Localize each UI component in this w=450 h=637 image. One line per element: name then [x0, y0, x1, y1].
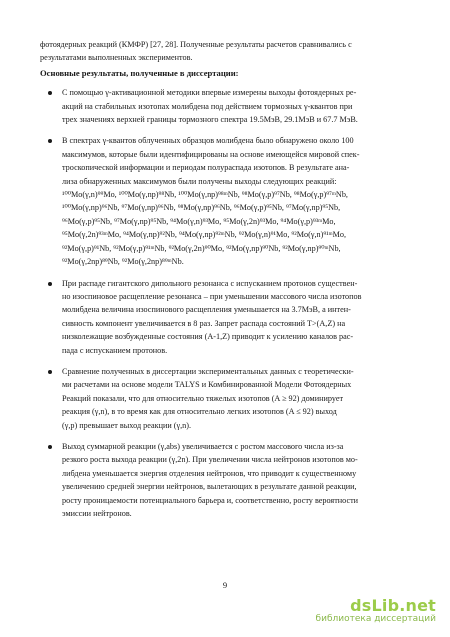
result-line: Реакций показали, что для относительно тяжелых изотопов (A ≥ 92) доминирует: [62, 393, 344, 403]
result-line: С помощью γ-активационной методики впервые измерены выходы фотоядерных ре-: [62, 88, 357, 98]
text-line: результатами выполненных экспериментов.: [40, 53, 193, 63]
result-line: ¹⁰⁰Mo(γ,np)⁹⁶Nb, ⁹⁷Mo(γ,np)⁹⁶Nb, ⁹⁸Mo(γ,np)⁹⁶Nb, ⁹⁶Mo(γ,p)⁹⁵Nb, ⁹⁷Mo(γ,np)⁹⁵Nb,: [62, 203, 341, 213]
result-line: лиза обнаруженных максимумов были получены выходы следующих реакций:: [62, 176, 337, 186]
watermark-subtitle: библиотека диссертаций: [315, 614, 436, 624]
result-line: максимумов, которые были идентифицированы на основе имеющейся мировой спек-: [62, 149, 360, 159]
result-line: пада с испусканием протонов.: [62, 345, 168, 355]
bullet-dot: [48, 445, 52, 449]
result-item: [40, 440, 410, 520]
result-line: росту проницаемости потенциального барьера и, соответственно, росту вероятности: [62, 495, 359, 505]
result-line: низколежащие возбужденные состояния (A-1,Z) приводит к усилению каналов рас-: [62, 332, 354, 342]
result-line: Выход суммарной реакции (γ,abs) увеличивается с ростом массового числа из-за: [62, 441, 344, 451]
result-line: но изоспиновое расщепление резонанса – при уменьшении массового числа изотопов: [62, 291, 362, 301]
result-line: (γ,p) превышает выход реакции (γ,n).: [62, 420, 192, 430]
result-item: [40, 134, 410, 268]
document-page: [40, 38, 410, 528]
bullet-dot: [48, 282, 52, 286]
result-line: При распаде гигантского дипольного резонанса с испусканием протонов существен-: [62, 278, 358, 288]
result-line: ¹⁰⁰Mo(γ,n)⁹⁹Mo, ¹⁰⁰Mo(γ,np)⁹⁸Nb, ¹⁰⁰Mo(γ,np)⁹⁸ᵐNb, ⁹⁸Mo(γ,p)⁹⁷Nb, ⁹⁸Mo(γ,p)⁹⁷ᵐNb,: [62, 190, 348, 200]
result-line: резкого роста выхода реакции (γ,2n). При увеличении числа нейтронов изотопов мо-: [62, 455, 358, 465]
result-line: ми расчетами на основе модели TALYS и Комбинированной Модели Фотоядерных: [62, 380, 352, 390]
result-line: ⁹⁶Mo(γ,p)⁹⁵Nb, ⁹⁷Mo(γ,np)⁹⁵Nb, ⁹⁴Mo(γ,n)⁹³Mo, ⁹⁵Mo(γ,2n)⁹³Mo, ⁹⁴Mo(γ,p)⁹³ᵐMo,: [62, 216, 336, 226]
section-heading: Основные результаты, полученные в диссертации:: [40, 67, 239, 78]
text-line: фотоядерных реакций (КМФР) [27, 28]. Полученные результаты расчетов сравнивались с: [40, 40, 352, 49]
result-line: ⁹⁵Mo(γ,2n)⁹³ᵐMo, ⁹⁴Mo(γ,np)⁹²Nb, ⁹⁴Mo(γ,np)⁹²ᵐNb, ⁹²Mo(γ,n)⁹¹Mo, ⁹²Mo(γ,n)⁹¹ᵐMo,: [62, 230, 347, 240]
site-watermark[interactable]: [316, 596, 436, 624]
result-item: [40, 86, 410, 126]
result-item: [40, 365, 410, 432]
bullet-dot: [48, 139, 52, 143]
result-line: молибдена величина изоспинового расщепления уменьшается на 3.7МэВ, а интен-: [62, 305, 351, 315]
result-item: [40, 277, 410, 357]
result-line: Сравнение полученных в диссертации экспериментальных данных с теоретически-: [62, 366, 354, 376]
result-line: трех значениях верхней границы тормозного спектра 19.5МэВ, 29.1МэВ и 67.7 МэВ.: [62, 115, 358, 125]
results-list: [40, 86, 410, 520]
bullet-dot: [48, 91, 52, 95]
result-line: сивность компонент увеличивается в 8 раз. Запрет распада состояний T>(A,Z) на: [62, 318, 346, 328]
page-number: 9: [222, 580, 228, 590]
intro-paragraph: [40, 38, 410, 65]
result-line: В спектрах γ-квантов облученных образцов молибдена было обнаружено около 100: [62, 136, 354, 146]
result-line: акций на стабильных изотопах молибдена под действием тормозных γ-квантов при: [62, 101, 353, 111]
result-line: ⁹²Mo(γ,p)⁹¹Nb, ⁹²Mo(γ,p)⁹¹ᵐNb, ⁹²Mo(γ,2n)⁹⁰Mo, ⁹²Mo(γ,np)⁹⁰Nb, ⁹²Mo(γ,np)⁹⁰ᵐNb,: [62, 243, 341, 253]
result-line: либдена уменьшается энергия отделения нейтронов, что приводит к существенному: [62, 468, 357, 478]
watermark-logo: dsLib.net: [350, 596, 436, 615]
result-line: троскопической информации и периодам полураспада изотопов. В результате ана-: [62, 163, 350, 173]
result-line: ⁹²Mo(γ,2np)⁸⁹Nb, ⁹²Mo(γ,2np)⁸⁹ᵐNb.: [62, 257, 184, 267]
result-line: реакция (γ,n), в то время как для относительно легких изотопов (A ≤ 92) выход: [62, 407, 337, 417]
result-line: эмиссии нейтронов.: [62, 509, 132, 518]
result-line: увеличению средней энергии нейтронов, вылетающих в результате данной реакции,: [62, 482, 357, 492]
bullet-dot: [48, 370, 52, 374]
